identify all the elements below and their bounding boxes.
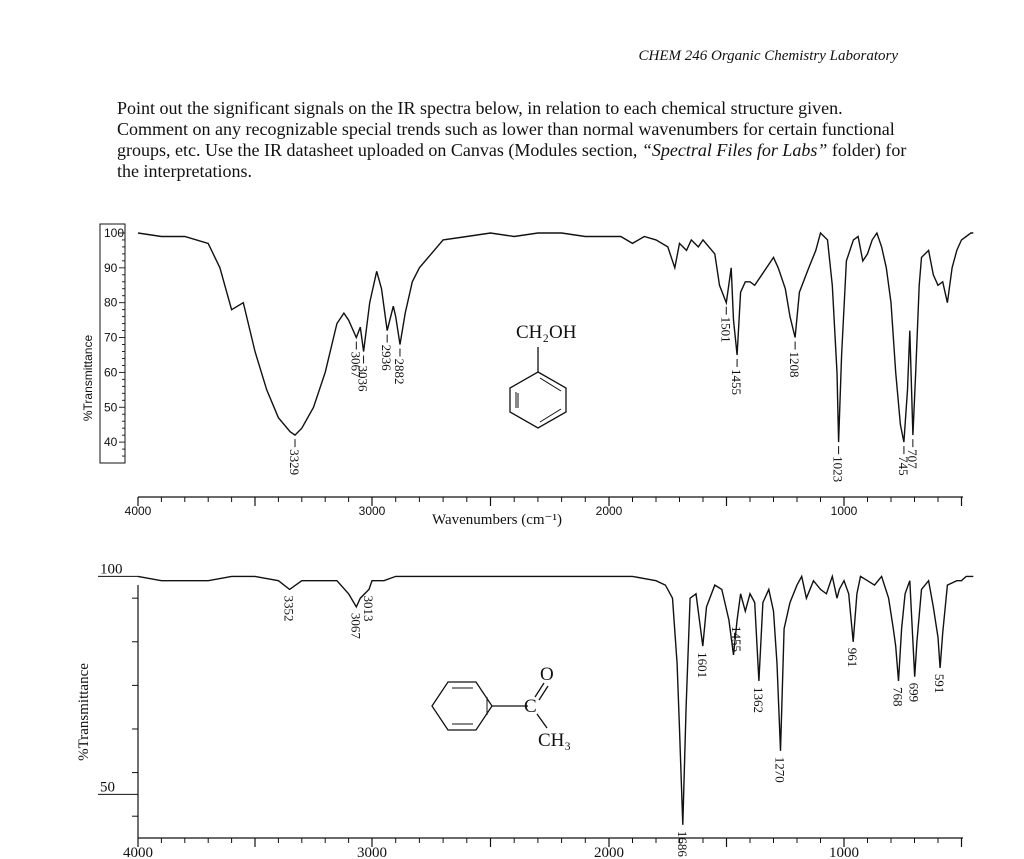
peak-label: 699 xyxy=(906,682,922,703)
peak-label: 2936 xyxy=(379,344,395,371)
peak-label: 1270 xyxy=(772,756,788,783)
peak-label: 768 xyxy=(890,687,906,707)
spectrum-1-xlabel: Wavenumbers (cm⁻¹) xyxy=(432,512,562,528)
spectrum-2-ylabel: %Transmittance xyxy=(76,663,92,761)
peak-label: 1686 xyxy=(674,830,690,857)
benzyl-alcohol-structure xyxy=(510,322,577,428)
x-tick-label: 3000 xyxy=(357,845,387,859)
spectrum-2-y-ticks xyxy=(98,561,138,816)
peak-label: 3352 xyxy=(281,595,297,622)
peak-label: 3067 xyxy=(348,612,364,639)
spectrum-2-peak-labels xyxy=(282,595,947,857)
x-tick-label: 4000 xyxy=(123,845,153,859)
peak-label: 3013 xyxy=(360,595,376,622)
x-tick-label: 2000 xyxy=(594,845,624,859)
peak-label: 1455 xyxy=(729,368,745,395)
carbon-label: C xyxy=(524,696,537,717)
peak-label: 1023 xyxy=(830,456,846,483)
acetophenone-structure xyxy=(432,664,571,751)
benzene-ring-1-dbl-b xyxy=(540,378,561,391)
y-tick-label: 60 xyxy=(104,365,118,380)
peak-label: 3067 xyxy=(348,351,364,378)
spectrum-1-y-ticks xyxy=(104,226,125,456)
spectrum-1 xyxy=(81,224,973,528)
peak-label: 591 xyxy=(932,673,948,694)
y-tick-label: 50 xyxy=(104,400,118,415)
x-tick-label: 1000 xyxy=(830,504,858,518)
methyl-bond xyxy=(537,714,547,728)
peak-label: 1208 xyxy=(787,351,803,378)
spectrum-1-peak-labels xyxy=(287,307,920,482)
benzene-ring-2 xyxy=(432,682,492,730)
y-tick-label: 90 xyxy=(104,260,118,275)
peak-label: 1601 xyxy=(694,652,710,679)
y-tick-label: 100 xyxy=(104,225,125,240)
peak-label: 3329 xyxy=(287,449,303,476)
ch3-label: CH₃ xyxy=(538,730,572,751)
spectrum-1-ylabel: %Transmittance xyxy=(81,334,95,422)
y-tick-label: 80 xyxy=(104,295,118,310)
x-tick-label: 3000 xyxy=(358,504,386,518)
x-tick-label: 1000 xyxy=(829,845,859,859)
y-tick-label: 50 xyxy=(100,779,115,796)
peak-label: 1455 xyxy=(729,625,745,652)
y-tick-label: 40 xyxy=(104,435,118,450)
peak-label: 2882 xyxy=(391,358,407,385)
spectrum-2 xyxy=(76,561,973,859)
y-tick-label: 100 xyxy=(100,561,123,578)
spectrum-2-x-ticks xyxy=(123,838,962,859)
peak-label: 3036 xyxy=(355,365,371,392)
oxygen-label: O xyxy=(540,664,554,685)
ch2oh-label: CH₂OH xyxy=(516,322,577,343)
peak-label: 745 xyxy=(895,456,911,476)
spectrum-2-trace xyxy=(138,576,973,825)
peak-label: 707 xyxy=(904,449,920,469)
y-tick-label: 70 xyxy=(104,330,118,345)
instructions-text-1: Point out the significant signals on the IR spectra below, in relation to each chemical structure given. Comment on any recognizable special trends such as lower than normal wavenumbers for certain functional groups, etc. Use the IR datasheet uploaded on Canvas (Modules section, xyxy=(117,98,895,160)
course-header: CHEM 246 Organic Chemistry Laboratory xyxy=(638,48,898,64)
peak-label: 1501 xyxy=(718,316,734,343)
peak-label: 1362 xyxy=(750,687,766,714)
instructions-text-2: “Spectral Files for Labs” xyxy=(641,140,828,160)
instructions-text-3: folder) for the interpretations. xyxy=(117,140,907,181)
benzene-ring-1-dbl-c xyxy=(540,409,561,422)
x-tick-label: 2000 xyxy=(595,504,623,518)
peak-label: 961 xyxy=(845,647,861,668)
x-tick-label: 4000 xyxy=(124,504,152,518)
